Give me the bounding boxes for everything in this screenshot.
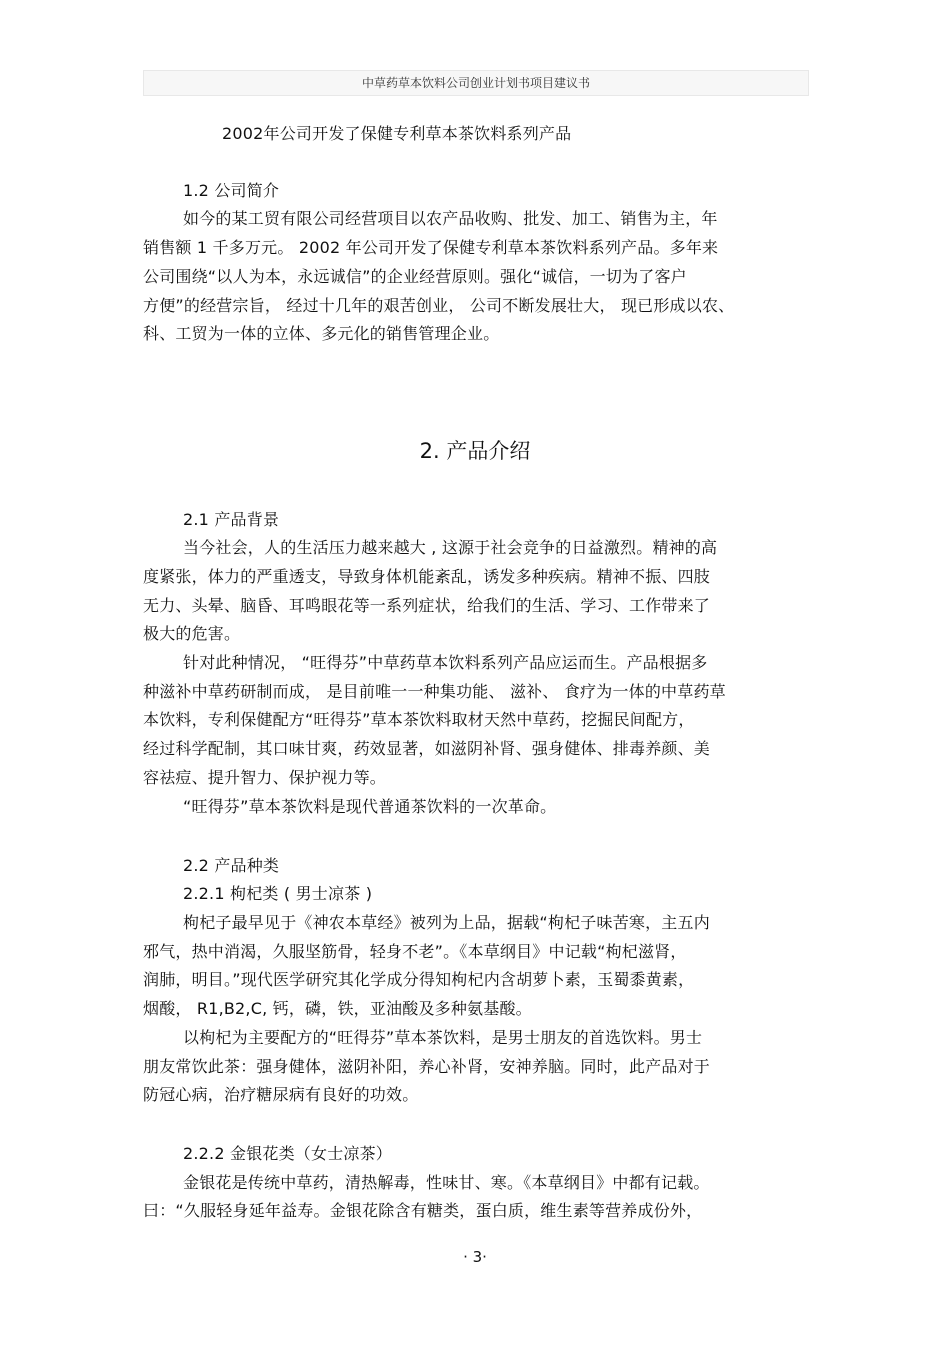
paragraph-line: 无力、头晕、脑昏、耳鸣眼花等一系列症状，给我们的生活、学习、工作带来了 [143, 596, 711, 615]
section-heading-1-2: 1.2 公司简介 [183, 181, 280, 200]
paragraph-line: 曰：“久服轻身延年益寿。金银花除含有糖类，蛋白质，维生素等营养成份外， [143, 1201, 703, 1220]
paragraph-line: 烟酸， R1,B2,C, 钙，磷，铁，亚油酸及多种氨基酸。 [143, 999, 532, 1018]
paragraph-line: 公司围绕“以人为本，永远诚信”的企业经营原则。强化“诚信，一切为了客户 [143, 267, 687, 286]
intro-line: 2002年公司开发了保健专利草本茶饮料系列产品 [222, 124, 572, 143]
paragraph-line: 当今社会，人的生活压力越来越大 , 这源于社会竞争的日益激烈。精神的高 [183, 538, 718, 557]
paragraph-line: 枸杞子最早见于《神农本草经》被列为上品，据载“枸杞子味苦寒，主五内 [183, 913, 710, 932]
section-heading-2-2-1: 2.2.1 枸杞类 ( 男士凉茶 ) [183, 884, 373, 903]
paragraph-line: 方便”的经营宗旨， 经过十几年的艰苦创业， 公司不断发展壮大， 现已形成以农、 [143, 296, 735, 315]
section-heading-2-2-2: 2.2.2 金银花类（女士凉茶） [183, 1144, 392, 1163]
section-heading-2-2: 2.2 产品种类 [183, 856, 280, 875]
paragraph-line: 润肺，明目。”现代医学研究其化学成分得知枸杞内含胡萝卜素，玉蜀黍黄素， [143, 970, 695, 989]
paragraph-line: 极大的危害。 [143, 624, 241, 643]
paragraph-line: 邪气，热中消渴，久服坚筋骨，轻身不老”。《本草纲目》中记载“枸杞滋肾， [143, 942, 687, 961]
running-header: 中草药草本饮料公司创业计划书项目建议书 [143, 70, 809, 96]
paragraph-line: 经过科学配制，其口味甘爽，药效显著，如滋阴补肾、强身健体、排毒养颜、美 [143, 739, 711, 758]
paragraph-line: 如今的某工贸有限公司经营项目以农产品收购、批发、加工、销售为主，年 [183, 209, 718, 228]
paragraph-line: “旺得芬”草本茶饮料是现代普通茶饮料的一次革命。 [183, 797, 557, 816]
paragraph-line: 销售额 1 千多万元。 2002 年公司开发了保健专利草本茶饮料系列产品。多年来 [143, 238, 719, 257]
paragraph-line: 防冠心病，治疗糖尿病有良好的功效。 [143, 1085, 419, 1104]
paragraph-line: 科、工贸为一体的立体、多元化的销售管理企业。 [143, 324, 500, 343]
chapter-heading-2: 2. 产品介绍 [419, 439, 531, 463]
paragraph-line: 以枸杞为主要配方的“旺得芬”草本茶饮料，是男士朋友的首选饮料。男士 [183, 1028, 703, 1047]
paragraph-line: 种滋补中草药研制而成， 是目前唯一一种集功能、 滋补、 食疗为一体的中草药草 [143, 682, 726, 701]
paragraph-line: 度紧张，体力的严重透支，导致身体机能紊乱，诱发多种疾病。精神不振、四肢 [143, 567, 711, 586]
paragraph-line: 朋友常饮此茶：强身健体，滋阴补阳，养心补肾，安神养脑。同时，此产品对于 [143, 1057, 711, 1076]
paragraph-line: 金银花是传统中草药，清热解毒，性味甘、寒。《本草纲目》中都有记载。 [183, 1173, 710, 1192]
page-number: · 3· [463, 1248, 487, 1266]
section-heading-2-1: 2.1 产品背景 [183, 510, 280, 529]
paragraph-line: 针对此种情况， “旺得芬”中草药草本饮料系列产品应运而生。产品根据多 [183, 653, 708, 672]
paragraph-line: 本饮料，专利保健配方“旺得芬”草本茶饮料取材天然中草药，挖掘民间配方， [143, 710, 695, 729]
paragraph-line: 容祛痘、提升智力、保护视力等。 [143, 768, 387, 787]
